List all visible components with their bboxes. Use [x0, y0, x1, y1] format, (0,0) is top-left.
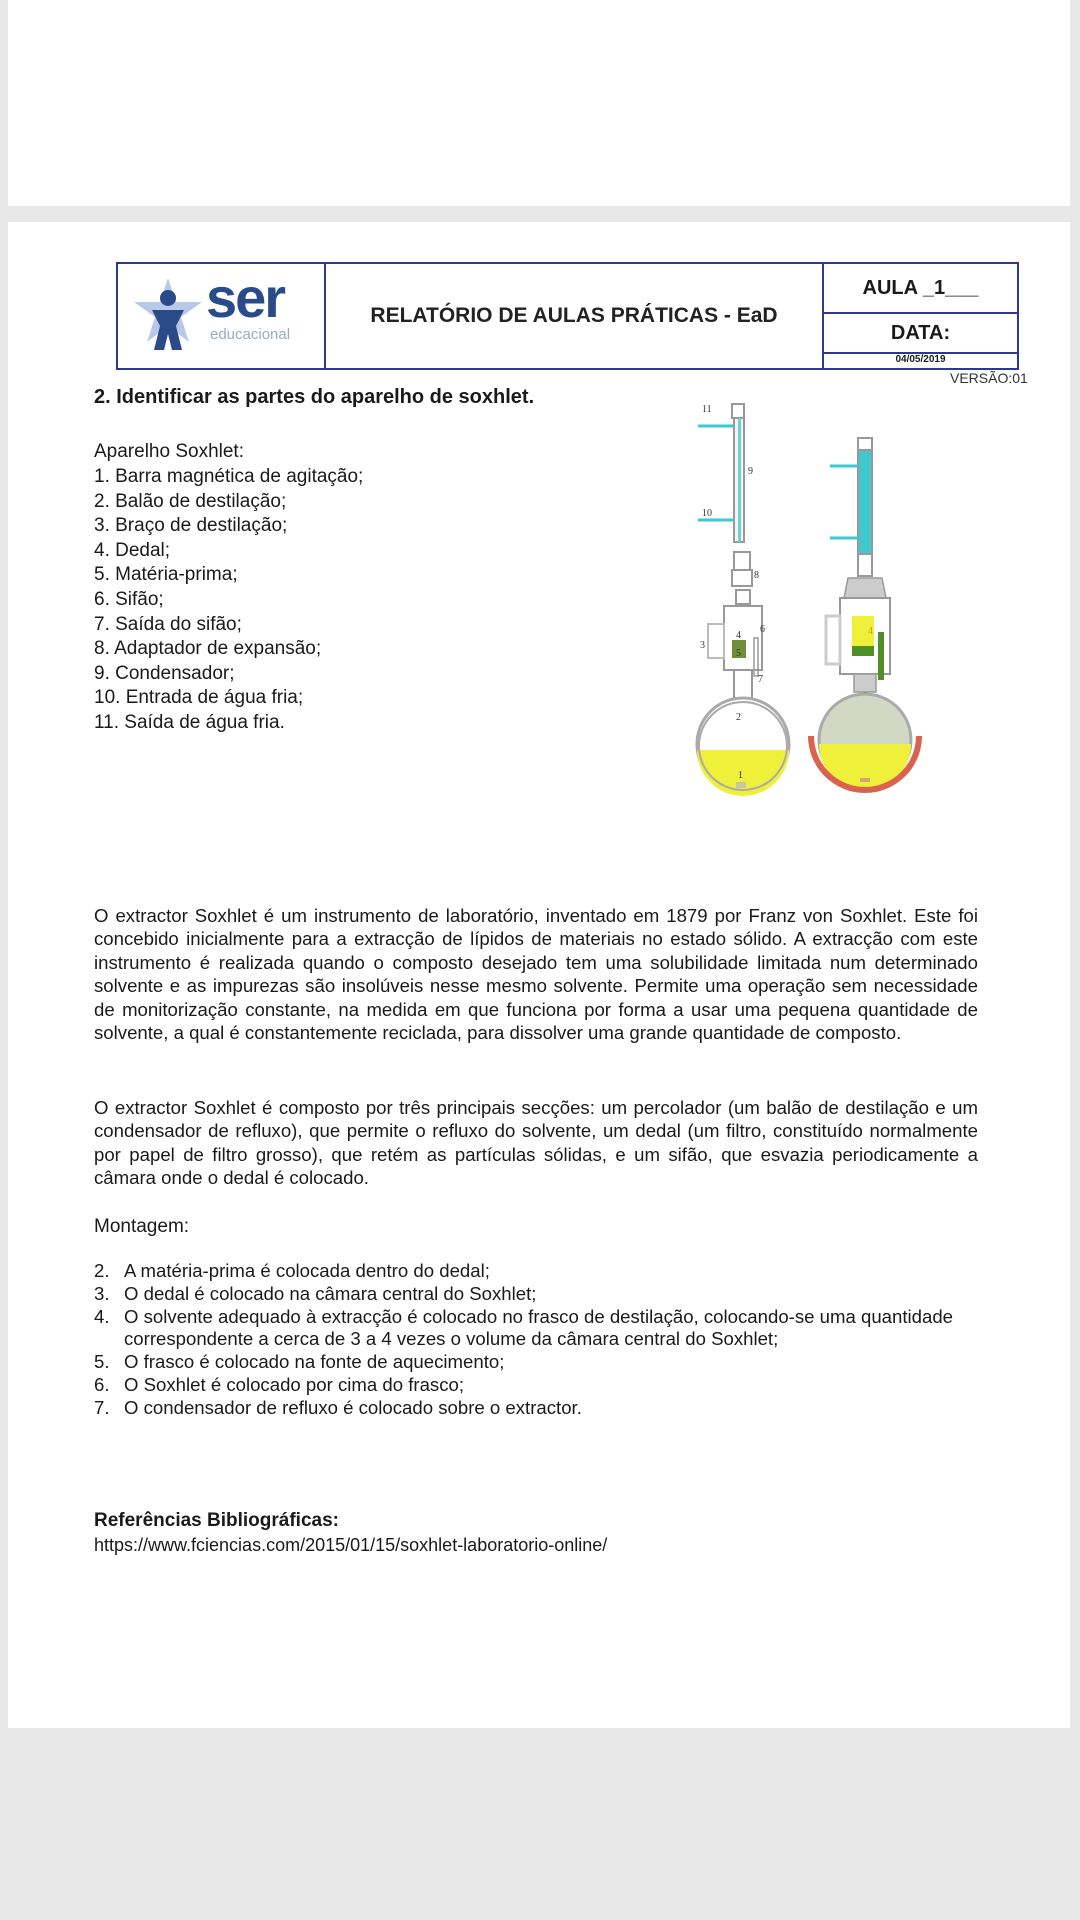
ser-logo-icon	[132, 276, 204, 356]
label-6: 6	[760, 624, 765, 635]
paragraph-sections: O extractor Soxhlet é composto por três principais secções: um percolador (um balão de destilação e um condensador de refluxo), que permite o refluxo do solvente, um dedal (um filtro, constituído normalmente por papel de filtro grosso), que retém as partículas sólidas, e um sifão, que esvazia periodicamente a câmara onde o dedal é colocado.	[94, 1097, 978, 1189]
list-item: 11. Saída de água fria.	[94, 711, 285, 733]
label-4: 4	[736, 630, 741, 641]
report-title: RELATÓRIO DE AULAS PRÁTICAS - EaD	[326, 264, 824, 368]
soxhlet-diagram	[680, 402, 970, 890]
list-item: 6. Sifão;	[94, 588, 164, 610]
label-7: 7	[758, 674, 763, 685]
soxhlet-apparatus-colored	[811, 438, 919, 790]
data-label: DATA:	[824, 314, 1017, 354]
list-item: 4. Dedal;	[94, 539, 171, 561]
list-item: 5. O frasco é colocado na fonte de aquecimento;	[94, 1351, 505, 1373]
question-title: 2. Identificar as partes do aparelho de soxhlet.	[94, 386, 535, 408]
list-item: 3. Braço de destilação;	[94, 515, 288, 537]
label-11: 11	[702, 404, 712, 415]
list-item: 7. O condensador de refluxo é colocado sobre o extractor.	[94, 1396, 582, 1418]
parts-heading: Aparelho Soxhlet:	[94, 441, 244, 462]
list-item: 5. Matéria-prima;	[94, 564, 238, 586]
paragraph-intro: O extractor Soxhlet é um instrumento de laboratório, inventado em 1879 por Franz von Soxhlet. Este foi concebido inicialmente para a extracção de lípidos de materiais no estado sólido. A extracção com este instrumento é realizada quando o composto desejado tem uma solubilidade limitada num determinado solvente e as impurezas são insolúveis nesse mesmo solvente. Permite uma operação sem necessidade de monitorização constante, na medida em que funciona por forma a usar uma pequena quantidade de solvente, a qual é constantemente reciclada, para dissolver uma grande quantidade de composto.	[94, 905, 978, 1044]
label-3: 3	[700, 640, 705, 651]
version-label: VERSÃO:01	[950, 370, 1028, 386]
label-1: 1	[738, 770, 743, 781]
logo-text: ser	[206, 266, 285, 329]
label-2: 2	[736, 712, 741, 723]
list-item: 7. Saída do sifão;	[94, 613, 242, 635]
list-item: 3. O dedal é colocado na câmara central do Soxhlet;	[94, 1282, 537, 1304]
label-4-colored: 4	[868, 626, 873, 637]
montagem-heading: Montagem:	[94, 1216, 190, 1237]
parts-list	[94, 465, 363, 736]
label-5: 5	[736, 648, 741, 659]
pdf-page-previous	[8, 0, 1070, 206]
list-item: 6. O Soxhlet é colocado por cima do frasco;	[94, 1373, 465, 1395]
label-8: 8	[754, 570, 759, 581]
label-9: 9	[748, 466, 753, 477]
pdf-page-current	[8, 222, 1070, 1728]
report-header	[116, 262, 1019, 370]
list-item: 2. Balão de destilação;	[94, 490, 287, 512]
list-item: 1. Barra magnética de agitação;	[94, 466, 364, 487]
references-title: Referências Bibliográficas:	[94, 1510, 339, 1531]
list-item: 2. A matéria-prima é colocada dentro do dedal;	[94, 1260, 490, 1281]
list-item: 4. O solvente adequado à extracção é colocado no frasco de destilação, colocando-se uma quantidade correspondente a cerca de 3 a 4 vezes o volume da câmara central do Soxhlet;	[94, 1305, 954, 1350]
logo-cell	[118, 264, 326, 368]
header-right-cells	[824, 264, 1017, 368]
reference-link[interactable]: https://www.fciencias.com/2015/01/15/soxhlet-laboratorio-online/	[94, 1535, 608, 1555]
list-item: 9. Condensador;	[94, 662, 235, 684]
label-10: 10	[702, 508, 712, 519]
montagem-steps	[94, 1260, 984, 1420]
aula-cell: AULA _1___	[824, 264, 1017, 314]
list-item: 10. Entrada de água fria;	[94, 687, 304, 709]
list-item: 8. Adaptador de expansão;	[94, 638, 322, 660]
report-date: 04/05/2019	[895, 354, 946, 365]
logo-subtext: educacional	[210, 326, 291, 343]
soxhlet-apparatus-labeled	[697, 404, 789, 796]
